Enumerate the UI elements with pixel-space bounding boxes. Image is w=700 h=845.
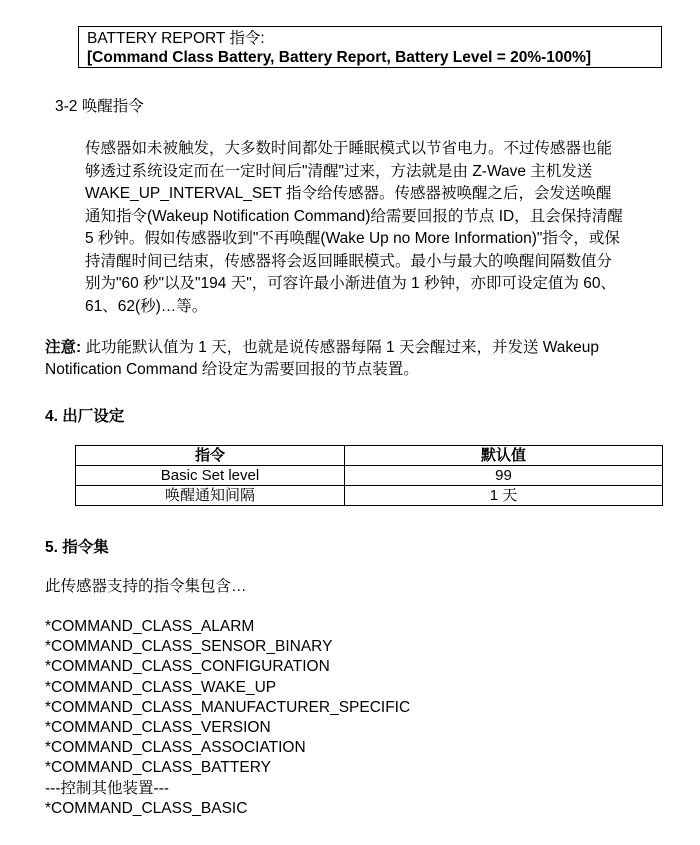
list-item: ---控制其他装置--- bbox=[45, 779, 169, 797]
wakeup-line: 传感器如未被触发，大多数时间都处于睡眠模式以节省电力。不过传感器也能 bbox=[85, 140, 613, 157]
wakeup-heading: 3-2 唤醒指令 bbox=[55, 98, 144, 115]
wakeup-line: 别为"60 秒"以及"194 天"，可容许最小渐进值为 1 秒钟，亦即可设定值为 60、 bbox=[85, 275, 617, 292]
table-cell: 99 bbox=[345, 466, 663, 486]
table-cell: 唤醒通知间隔 bbox=[76, 486, 345, 506]
list-item: *COMMAND_CLASS_SENSOR_BINARY bbox=[45, 638, 333, 656]
battery-report-box bbox=[78, 26, 662, 68]
table-row bbox=[76, 486, 663, 506]
note-paragraph bbox=[45, 337, 655, 381]
factory-settings-table bbox=[75, 445, 663, 506]
list-item: *COMMAND_CLASS_MANUFACTURER_SPECIFIC bbox=[45, 698, 411, 716]
table-cell: 1 天 bbox=[345, 486, 663, 506]
table-header-default: 默认值 bbox=[345, 446, 663, 466]
wakeup-line: 61、62(秒)…等。 bbox=[85, 297, 208, 315]
factory-heading: 4. 出厂设定 bbox=[45, 408, 125, 425]
battery-report-title: BATTERY REPORT 指令: bbox=[87, 30, 265, 47]
battery-report-command: [Command Class Battery, Battery Report, Battery Level = 20%-100%] bbox=[87, 49, 592, 66]
wakeup-line: 5 秒钟。假如传感器收到"不再唤醒(Wake Up no More Information)"指令，或保 bbox=[85, 230, 620, 247]
wakeup-paragraph bbox=[85, 138, 655, 318]
wakeup-line: 够透过系统设定而在一定时间后"清醒"过来，方法就是由 Z-Wave 主机发送 bbox=[85, 162, 593, 180]
list-item: *COMMAND_CLASS_VERSION bbox=[45, 719, 271, 737]
table-row bbox=[76, 466, 663, 486]
wakeup-line: WAKE_UP_INTERVAL_SET 指令给传感器。传感器被唤醒之后，会发送唤醒 bbox=[85, 185, 612, 202]
wakeup-line: 通知指令(Wakeup Notification Command)给需要回报的节点 ID，且会保持清醒 bbox=[85, 207, 623, 225]
command-class-list bbox=[45, 617, 410, 819]
wakeup-line: 持清醒时间已结束，传感器将会返回睡眠模式。最小与最大的唤醒间隔数值分 bbox=[85, 252, 613, 270]
list-item: *COMMAND_CLASS_CONFIGURATION bbox=[45, 658, 330, 676]
list-item: *COMMAND_CLASS_ASSOCIATION bbox=[45, 739, 306, 757]
list-item: *COMMAND_CLASS_BATTERY bbox=[45, 759, 271, 777]
list-item: *COMMAND_CLASS_WAKE_UP bbox=[45, 678, 277, 696]
note-text: 此功能默认值为 1 天，也就是说传感器每隔 1 天会醒过来，并发送 Wakeup bbox=[81, 339, 600, 356]
note-label: 注意: bbox=[45, 339, 82, 356]
table-cell: Basic Set level bbox=[76, 466, 345, 486]
list-item: *COMMAND_CLASS_ALARM bbox=[45, 618, 255, 635]
table-header-row bbox=[76, 446, 663, 466]
command-set-heading: 5. 指令集 bbox=[45, 539, 109, 556]
note-line: Notification Command 给设定为需要回报的节点装置。 bbox=[45, 361, 419, 378]
note-line bbox=[45, 337, 655, 359]
table-header-command: 指令 bbox=[76, 446, 345, 466]
command-set-intro: 此传感器支持的指令集包含… bbox=[45, 578, 247, 595]
list-item: *COMMAND_CLASS_BASIC bbox=[45, 799, 248, 817]
